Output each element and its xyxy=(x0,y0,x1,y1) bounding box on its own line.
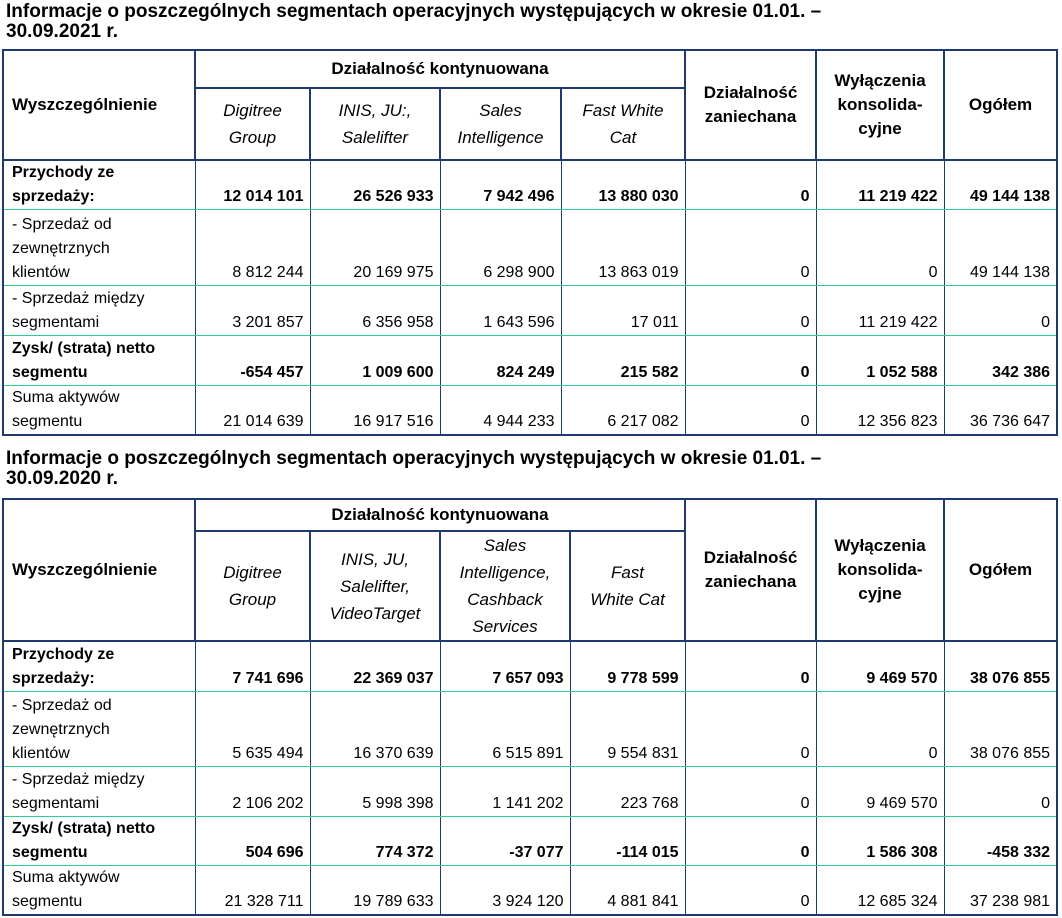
header-digitree: Digitree Group xyxy=(195,88,310,160)
row-label: - Sprzedaż od zewnętrznych klientów xyxy=(3,210,195,286)
cell-value: 0 xyxy=(816,210,944,286)
cell-value: 13 880 030 xyxy=(561,160,685,210)
row-label: - Sprzedaż między segmentami xyxy=(3,766,195,816)
cell-value: 2 106 202 xyxy=(195,766,310,816)
cell-value: -458 332 xyxy=(944,816,1057,865)
cell-value: 3 201 857 xyxy=(195,286,310,336)
header-digitree: Digitree Group xyxy=(195,531,310,641)
cell-value: 6 298 900 xyxy=(440,210,561,286)
cell-value: 26 526 933 xyxy=(310,160,440,210)
cell-value: 49 144 138 xyxy=(944,160,1057,210)
row-label: - Sprzedaż między segmentami xyxy=(3,286,195,336)
table-row xyxy=(3,691,1057,766)
cell-value: 504 696 xyxy=(195,816,310,865)
header-total: Ogółem xyxy=(944,50,1057,160)
cell-value: 6 515 891 xyxy=(440,691,570,766)
title-line-2: 30.09.2021 r. xyxy=(6,21,118,42)
table-row xyxy=(3,160,1057,210)
cell-value: 22 369 037 xyxy=(310,641,440,691)
table-row xyxy=(3,816,1057,865)
cell-value: 38 076 855 xyxy=(944,691,1057,766)
table-title-2020 xyxy=(0,449,1046,489)
header-eliminations: Wyłączenia konsolida- cyjne xyxy=(816,499,944,641)
table-row xyxy=(3,641,1057,691)
cell-value: 342 386 xyxy=(944,336,1057,386)
cell-value: 1 141 202 xyxy=(440,766,570,816)
cell-value: 0 xyxy=(944,766,1057,816)
row-label: Zysk/ (strata) netto segmentu xyxy=(3,816,195,865)
cell-value: 7 741 696 xyxy=(195,641,310,691)
cell-value: 774 372 xyxy=(310,816,440,865)
cell-value: 0 xyxy=(685,386,816,436)
cell-value: 38 076 855 xyxy=(944,641,1057,691)
cell-value: 3 924 120 xyxy=(440,865,570,915)
cell-value: 0 xyxy=(685,641,816,691)
cell-value: 0 xyxy=(685,691,816,766)
cell-value: 49 144 138 xyxy=(944,210,1057,286)
header-group-continued: Działalność kontynuowana xyxy=(195,50,685,88)
cell-value: 37 238 981 xyxy=(944,865,1057,915)
cell-value: 0 xyxy=(685,336,816,386)
table-row xyxy=(3,766,1057,816)
header-group-continued: Działalność kontynuowana xyxy=(195,499,685,531)
cell-value: 17 011 xyxy=(561,286,685,336)
row-label: Przychody ze sprzedaży: xyxy=(3,160,195,210)
table-row xyxy=(3,865,1057,915)
cell-value: 9 554 831 xyxy=(570,691,685,766)
cell-value: 0 xyxy=(685,160,816,210)
table-row xyxy=(3,336,1057,386)
row-label: Suma aktywów segmentu xyxy=(3,865,195,915)
row-label: Zysk/ (strata) netto segmentu xyxy=(3,336,195,386)
header-discontinued: Działalność zaniechana xyxy=(685,499,816,641)
header-row-label: Wyszczególnienie xyxy=(3,50,195,160)
cell-value: 824 249 xyxy=(440,336,561,386)
cell-value: 6 356 958 xyxy=(310,286,440,336)
header-sales-intelligence: Sales Intelligence, Cashback Services xyxy=(440,531,570,641)
header-eliminations: Wyłączenia konsolida- cyjne xyxy=(816,50,944,160)
cell-value: 0 xyxy=(685,865,816,915)
cell-value: 0 xyxy=(944,286,1057,336)
cell-value: 223 768 xyxy=(570,766,685,816)
cell-value: 215 582 xyxy=(561,336,685,386)
cell-value: 1 586 308 xyxy=(816,816,944,865)
cell-value: 0 xyxy=(685,286,816,336)
cell-value: 9 469 570 xyxy=(816,641,944,691)
segments-table-2020 xyxy=(2,498,1058,916)
cell-value: 7 657 093 xyxy=(440,641,570,691)
row-label: - Sprzedaż od zewnętrznych klientów xyxy=(3,691,195,766)
cell-value: 12 356 823 xyxy=(816,386,944,436)
header-inis: INIS, JU:, Salelifter xyxy=(310,88,440,160)
cell-value: 6 217 082 xyxy=(561,386,685,436)
cell-value: -114 015 xyxy=(570,816,685,865)
cell-value: 1 052 588 xyxy=(816,336,944,386)
cell-value: 1 643 596 xyxy=(440,286,561,336)
cell-value: 13 863 019 xyxy=(561,210,685,286)
row-label: Suma aktywów segmentu xyxy=(3,386,195,436)
title-line-1: Informacje o poszczególnych segmentach operacyjnych występujących w okresie 01.01. – xyxy=(6,1,822,22)
table-row xyxy=(3,386,1057,436)
cell-value: -654 457 xyxy=(195,336,310,386)
cell-value: 11 219 422 xyxy=(816,286,944,336)
cell-value: 20 169 975 xyxy=(310,210,440,286)
cell-value: 12 685 324 xyxy=(816,865,944,915)
cell-value: 21 014 639 xyxy=(195,386,310,436)
cell-value: 8 812 244 xyxy=(195,210,310,286)
cell-value: 0 xyxy=(816,691,944,766)
cell-value: 19 789 633 xyxy=(310,865,440,915)
cell-value: 5 998 398 xyxy=(310,766,440,816)
cell-value: 21 328 711 xyxy=(195,865,310,915)
header-fast-white-cat: Fast White Cat xyxy=(561,88,685,160)
cell-value: 9 469 570 xyxy=(816,766,944,816)
cell-value: 4 944 233 xyxy=(440,386,561,436)
table-title-2021 xyxy=(0,2,1046,42)
cell-value: 12 014 101 xyxy=(195,160,310,210)
cell-value: 4 881 841 xyxy=(570,865,685,915)
header-fast-white-cat: Fast White Cat xyxy=(570,531,685,641)
cell-value: 7 942 496 xyxy=(440,160,561,210)
cell-value: 0 xyxy=(685,210,816,286)
cell-value: 5 635 494 xyxy=(195,691,310,766)
header-inis: INIS, JU, Salelifter, VideoTarget xyxy=(310,531,440,641)
cell-value: 1 009 600 xyxy=(310,336,440,386)
cell-value: 16 917 516 xyxy=(310,386,440,436)
cell-value: 0 xyxy=(685,816,816,865)
segments-table-2021 xyxy=(2,49,1058,436)
cell-value: 11 219 422 xyxy=(816,160,944,210)
header-discontinued: Działalność zaniechana xyxy=(685,50,816,160)
cell-value: -37 077 xyxy=(440,816,570,865)
cell-value: 9 778 599 xyxy=(570,641,685,691)
cell-value: 0 xyxy=(685,766,816,816)
table-row xyxy=(3,286,1057,336)
title-line-2: 30.09.2020 r. xyxy=(6,468,118,489)
header-total: Ogółem xyxy=(944,499,1057,641)
title-line-1: Informacje o poszczególnych segmentach operacyjnych występujących w okresie 01.01. – xyxy=(6,448,822,469)
cell-value: 16 370 639 xyxy=(310,691,440,766)
row-label: Przychody ze sprzedaży: xyxy=(3,641,195,691)
header-row-label: Wyszczególnienie xyxy=(3,499,195,641)
header-sales-intelligence: Sales Intelligence xyxy=(440,88,561,160)
cell-value: 36 736 647 xyxy=(944,386,1057,436)
table-row xyxy=(3,210,1057,286)
